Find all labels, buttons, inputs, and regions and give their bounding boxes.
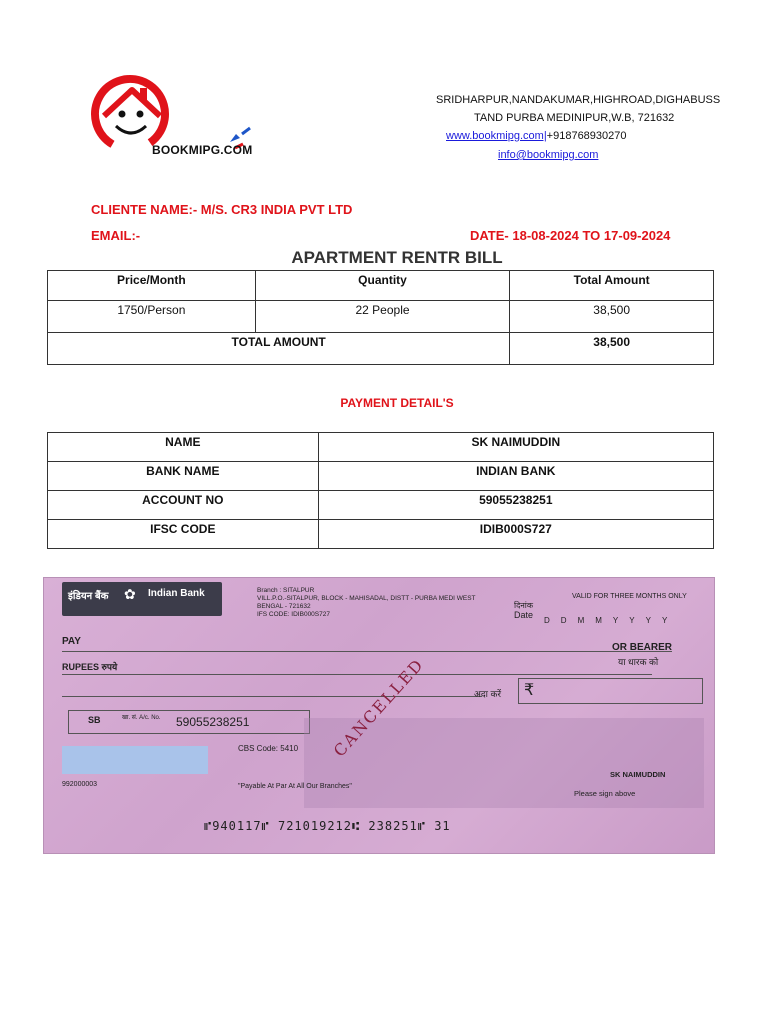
email-link[interactable]: info@bookmipg.com: [498, 149, 599, 161]
date-box: Y: [612, 616, 630, 625]
branch-line: VILL.P.O.-SITALPUR, BLOCK - MAHISADAL, DISTT - PURBA MEDI WEST: [257, 595, 476, 602]
bank-name-hindi: इंडियन बैंक: [68, 591, 109, 602]
website-link[interactable]: www.bookmipg.com|: [446, 130, 547, 142]
email-label: EMAIL:-: [91, 228, 141, 243]
bank-name: Indian Bank: [148, 588, 205, 599]
account-number: 59055238251: [176, 715, 250, 729]
payment-title: PAYMENT DETAIL'S: [340, 396, 454, 410]
address-line-2: TAND PURBA MEDINIPUR,W.B, 721632: [474, 112, 675, 124]
cancelled-stamp: CANCELLED: [329, 654, 428, 761]
micr-code: ⑈940117⑈ 721019212⑆ 238251⑈ 31: [204, 819, 451, 833]
validity-note: VALID FOR THREE MONTHS ONLY: [572, 593, 687, 600]
rupees-line-2: [62, 696, 482, 697]
branch-line: Branch : SITALPUR: [257, 587, 315, 594]
signatory-name: SK NAIMUDDIN: [610, 770, 666, 779]
bill-title: APARTMENT RENTR BILL: [291, 248, 503, 267]
payment-value: SK NAIMUDDIN: [318, 433, 713, 462]
payment-label: ACCOUNT NO: [48, 491, 319, 520]
cbs-code: CBS Code: 5410: [238, 744, 299, 753]
contact-line: [446, 130, 627, 142]
date-box: Y: [661, 616, 679, 625]
client-name: CLIENTE NAME:- M/S. CR3 INDIA PVT LTD: [91, 202, 353, 217]
date-box: M: [595, 616, 613, 625]
date-label: Date: [514, 610, 534, 620]
pay-line: [62, 651, 672, 652]
rupee-icon: ₹: [524, 680, 535, 699]
serial-number: 992000003: [62, 781, 98, 788]
date-box: Y: [645, 616, 662, 625]
date-box: M: [577, 616, 596, 625]
payment-label: IFSC CODE: [48, 520, 319, 549]
date-box: Y: [629, 616, 646, 625]
cancelled-cheque: [43, 577, 715, 854]
amount-box: [518, 678, 703, 704]
quantity-cell: 22 People: [255, 301, 510, 333]
payment-value: INDIAN BANK: [318, 462, 713, 491]
table-row: [48, 491, 714, 520]
payment-label: NAME: [48, 433, 319, 462]
pay-label: PAY: [62, 636, 81, 647]
total-label: TOTAL AMOUNT: [48, 333, 510, 365]
col-header-price: Price/Month: [48, 271, 256, 301]
rupees-label: RUPEES रुपये: [62, 662, 118, 672]
table-row: [48, 462, 714, 491]
bill-date: DATE- 18-08-2024 TO 17-09-2024: [470, 228, 671, 243]
table-row: [48, 301, 714, 333]
rupees-line-1: [62, 674, 652, 675]
payment-label: BANK NAME: [48, 462, 319, 491]
date-label-hindi: दिनांक: [514, 601, 533, 610]
payment-table: [47, 432, 714, 549]
date-box: D: [560, 616, 578, 625]
brand-name: BOOKMIPG.COM: [152, 143, 253, 157]
payment-value: IDIB000S727: [318, 520, 713, 549]
blue-sticker: [62, 746, 208, 774]
total-cell: 38,500: [510, 301, 714, 333]
bill-header-row: [48, 271, 714, 301]
address-line-1: SRIDHARPUR,NANDAKUMAR,HIGHROAD,DIGHABUSS: [436, 94, 721, 106]
account-no-label: खा. सं. A/c. No.: [122, 715, 161, 721]
payment-value: 59055238251: [318, 491, 713, 520]
account-type: SB: [88, 715, 101, 725]
col-header-quantity: Quantity: [255, 271, 510, 301]
branch-line: IFS CODE: IDIB000S727: [257, 611, 330, 618]
table-row: [48, 520, 714, 549]
branch-line: BENGAL - 721632: [257, 603, 311, 610]
bearer-label-hindi: या धारक को: [618, 657, 659, 667]
payable-hindi: अदा करें: [474, 689, 502, 699]
date-boxes: [544, 616, 678, 625]
total-row: [48, 333, 714, 365]
table-row: [48, 433, 714, 462]
bill-table: [47, 270, 714, 365]
col-header-total: Total Amount: [510, 271, 714, 301]
bank-emblem-icon: ✿: [124, 586, 136, 602]
total-value: 38,500: [510, 333, 714, 365]
sign-note: Please sign above: [574, 789, 636, 798]
payable-note: "Payable At Par At All Our Branches": [238, 783, 352, 790]
date-box: D: [544, 616, 561, 625]
bearer-label: OR BEARER: [612, 642, 673, 653]
phone-number: +918768930270: [546, 130, 627, 142]
price-cell: 1750/Person: [48, 301, 256, 333]
